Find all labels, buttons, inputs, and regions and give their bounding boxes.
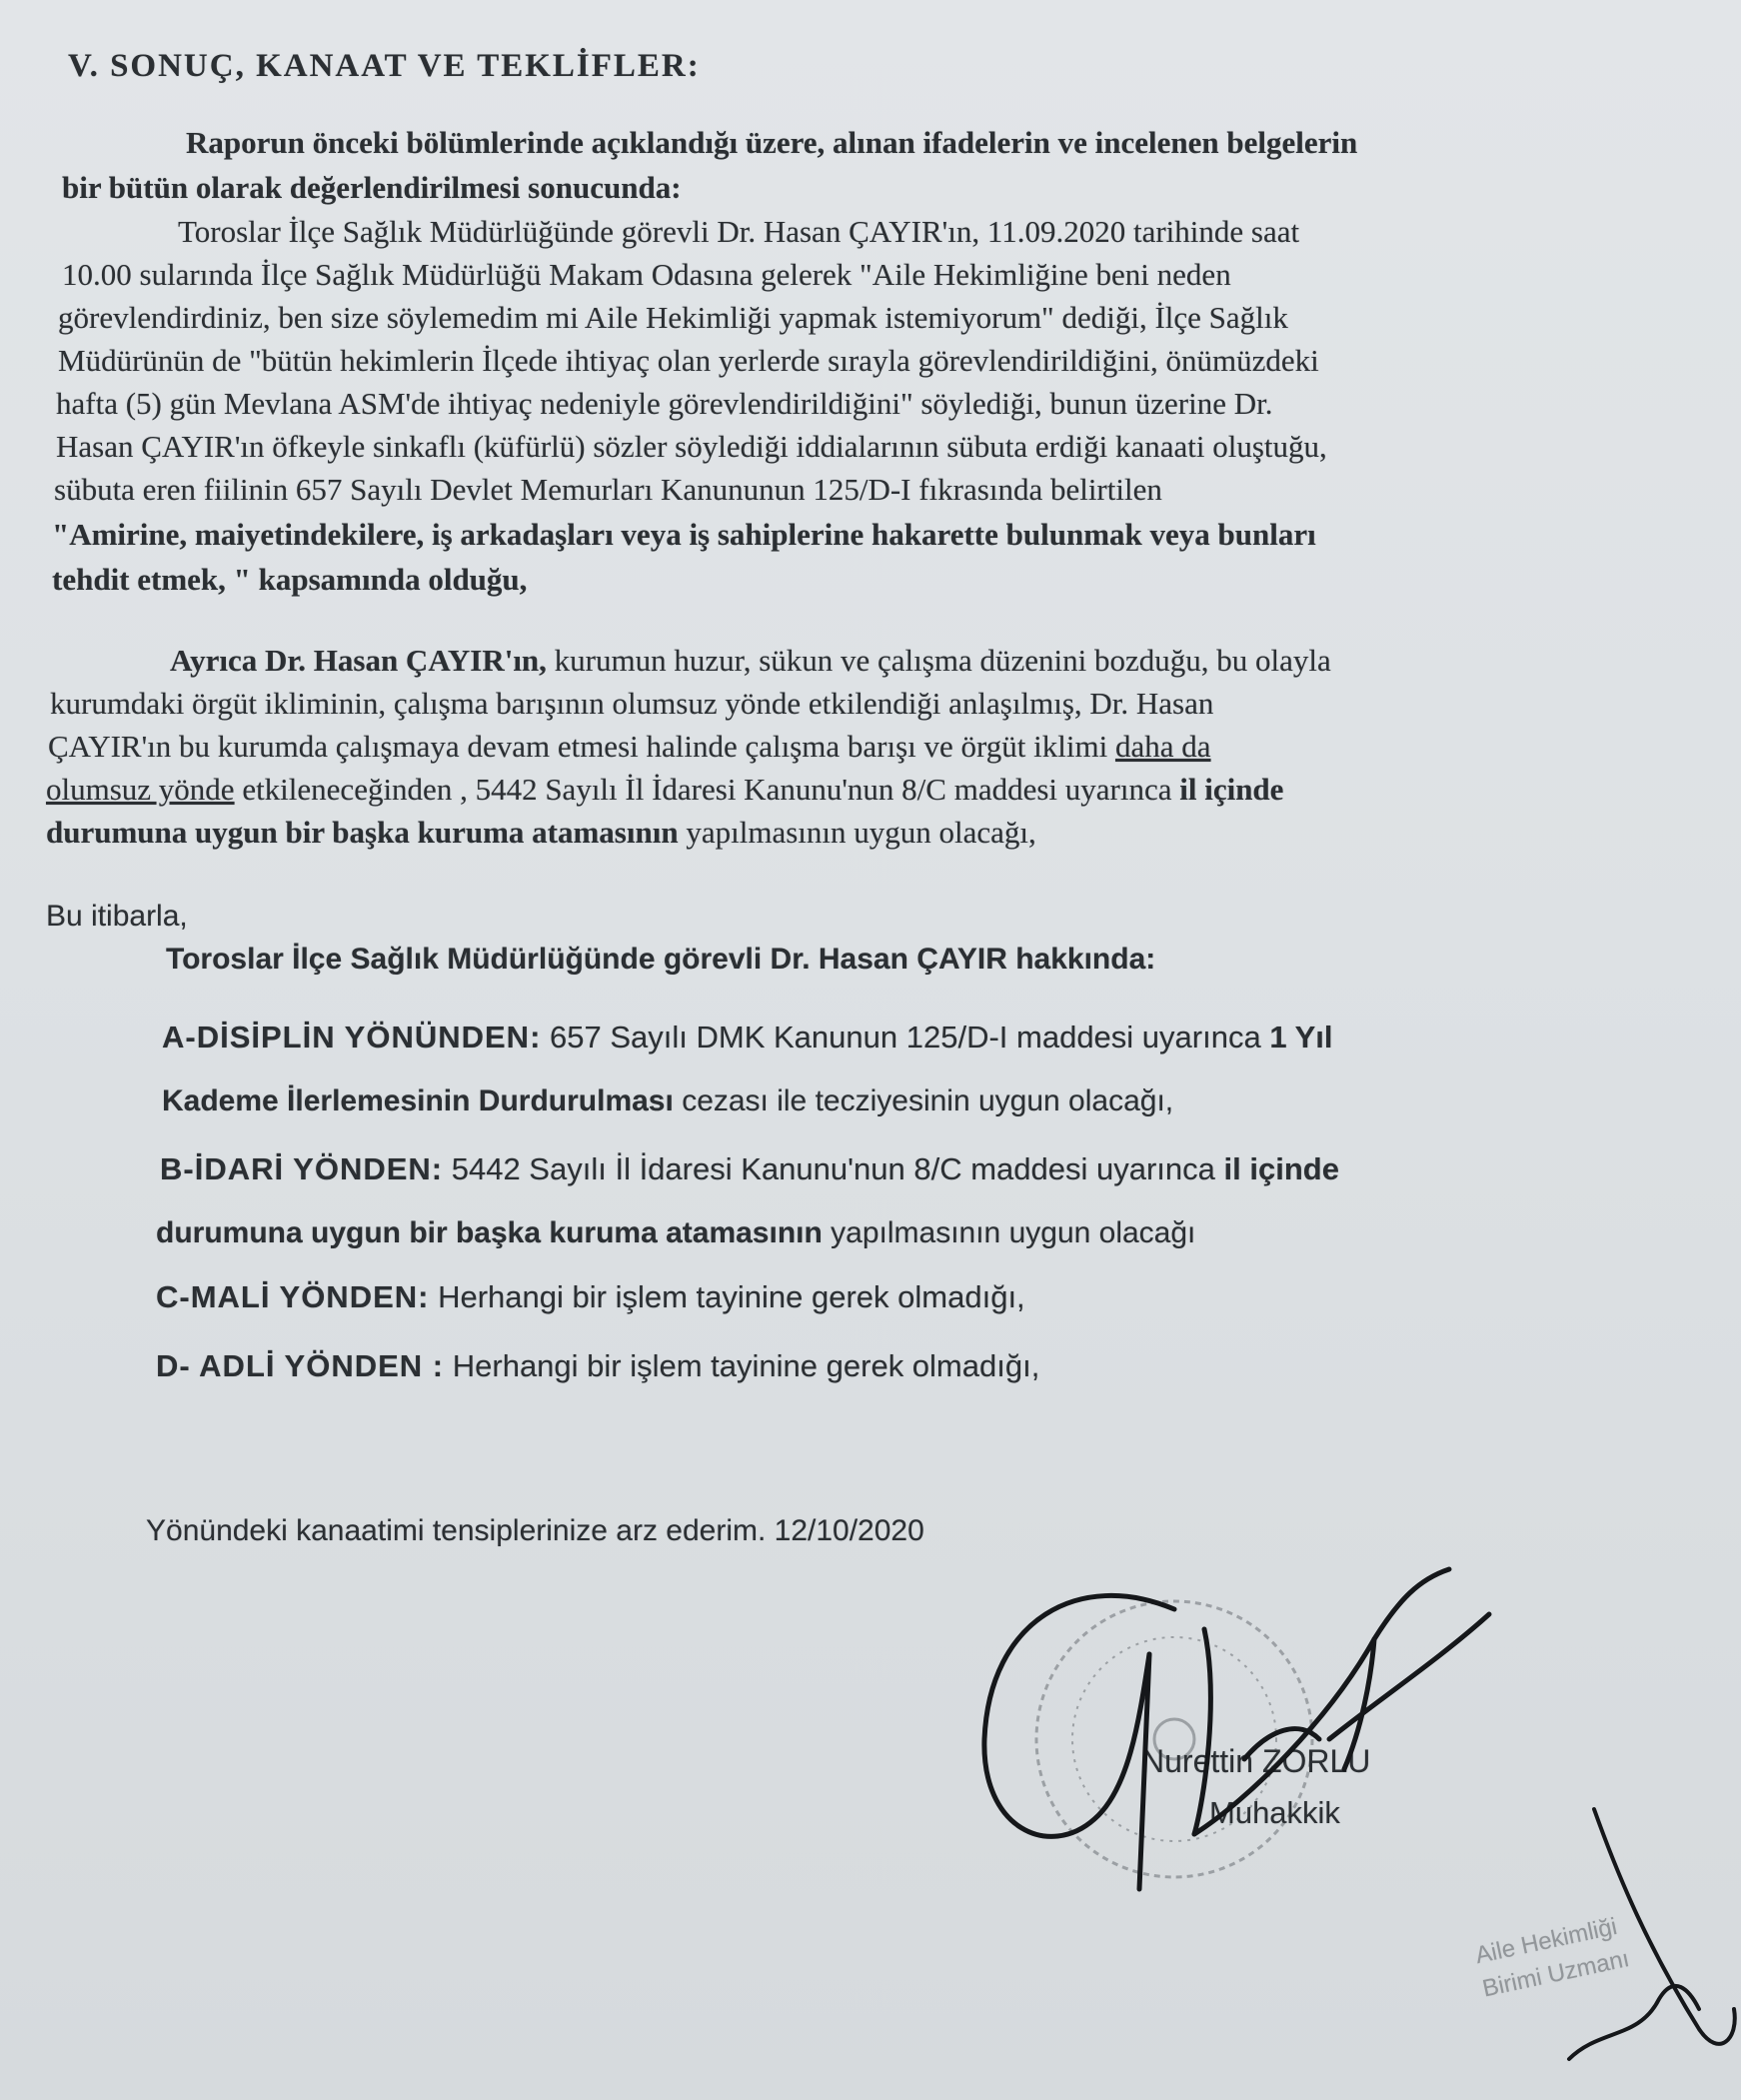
para2-line-4-underlined: olumsuz yönde xyxy=(46,772,235,807)
intro-line-2: bir bütün olarak değerlendirilmesi sonucunda: xyxy=(62,170,682,205)
para1-line-8: "Amirine, maiyetindekilere, iş arkadaşları veya iş sahiplerine hakarette bulunmak veya bunları xyxy=(52,517,1316,552)
item-d-text: Herhangi bir işlem tayinine gerek olmadığı, xyxy=(452,1348,1040,1383)
signer-name: Nurettin ZORLU xyxy=(1141,1743,1371,1779)
para1-line-3: görevlendirdiniz, ben size söylemedim mi Aile Hekimliği yapmak istemiyorum" dediği, İlçe Sağlık xyxy=(58,300,1288,335)
item-a-bold-end: 1 Yıl xyxy=(1269,1020,1333,1054)
item-b-text: 5442 Sayılı İl İdaresi Kanunu'nun 8/C maddesi uyarınca xyxy=(451,1151,1215,1186)
para2-line-5-bold: durumuna uygun bir başka kuruma atamasının xyxy=(46,815,679,850)
para1-line-9: tehdit etmek, " kapsamında olduğu, xyxy=(52,562,528,597)
para1-line-5: hafta (5) gün Mevlana ASM'de ihtiyaç nedeniyle görevlendirildiğini" söylediği, bunun üzerine Dr. xyxy=(56,386,1273,421)
para2-line-5-rest: yapılmasının uygun olacağı, xyxy=(686,815,1036,850)
item-a-line-2-rest: cezası ile tecziyesinin uygun olacağı, xyxy=(682,1084,1174,1117)
para1-line-4: Müdürünün de "bütün hekimlerin İlçede ihtiyaç olan yerlerde sırayla görevlendirildiğini, önümüzdeki xyxy=(58,343,1319,378)
signer-title: Muhakkik xyxy=(1209,1795,1340,1830)
stamp-fragment-text: Aile Hekimliği Birimi Uzmanı xyxy=(1472,1912,1632,2003)
para2-line-3-underlined: daha da xyxy=(1115,729,1211,764)
item-b-label: B-İDARİ YÖNDEN: xyxy=(160,1151,444,1186)
para1-line-1: Toroslar İlçe Sağlık Müdürlüğünde görevli Dr. Hasan ÇAYIR'ın, 11.09.2020 tarihinde saat xyxy=(178,214,1300,249)
conclusion-subject-bold: Toroslar İlçe Sağlık Müdürlüğünde görevli Dr. Hasan ÇAYIR xyxy=(166,943,1007,976)
para1-line-6: Hasan ÇAYIR'ın öfkeyle sinkaflı (küfürlü) sözler söylediği iddialarının sübuta erdiği kanaati oluştuğu, xyxy=(56,429,1327,464)
para2-line-4-mid: etkileneceğinden , 5442 Sayılı İl İdaresi Kanunu'nun 8/C maddesi uyarınca xyxy=(242,772,1172,807)
item-a-label: A-DİSİPLİN YÖNÜNDEN: xyxy=(162,1020,542,1054)
conclusion-subject-rest: hakkında: xyxy=(1015,943,1156,976)
para1-line-7: sübuta eren fiilinin 657 Sayılı Devlet Memurları Kanununun 125/D-I fıkrasında belirtilen xyxy=(54,472,1162,507)
para2-line-1-rest: kurumun huzur, sükun ve çalışma düzenini bozduğu, bu olayla xyxy=(554,643,1331,678)
section-title: V. SONUÇ, KANAAT VE TEKLİFLER: xyxy=(68,48,701,84)
para2-line-3-pre: ÇAYIR'ın bu kurumda çalışmaya devam etmesi halinde çalışma barışı ve örgüt iklimi xyxy=(48,729,1108,764)
item-a-line-2-bold: Kademe İlerlemesinin Durdurulması xyxy=(162,1084,674,1117)
item-b-bold-end: il içinde xyxy=(1223,1151,1339,1186)
item-d-label: D- ADLİ YÖNDEN : xyxy=(156,1348,445,1383)
para2-line-2: kurumdaki örgüt ikliminin, çalışma barışının olumsuz yönde etkilendiği anlaşılmış, Dr. Hasan xyxy=(50,686,1214,721)
closing-statement: Yönündeki kanaatimi tensiplerinize arz ederim. 12/10/2020 xyxy=(146,1514,924,1547)
para1-line-2: 10.00 sularında İlçe Sağlık Müdürlüğü Makam Odasına gelerek "Aile Hekimliğine beni neden xyxy=(62,257,1231,292)
item-b-line-2-rest: yapılmasının uygun olacağı xyxy=(831,1216,1196,1249)
item-b-line-2-bold: durumuna uygun bir başka kuruma atamasının xyxy=(156,1216,823,1249)
item-c-text: Herhangi bir işlem tayinine gerek olmadığı, xyxy=(438,1279,1025,1314)
para2-line-4-bold: il içinde xyxy=(1179,772,1284,807)
item-a-text: 657 Sayılı DMK Kanunun 125/D-I maddesi uyarınca xyxy=(550,1020,1261,1054)
conclusion-lead: Bu itibarla, xyxy=(46,900,188,933)
para2-line-1-bold: Ayrıca Dr. Hasan ÇAYIR'ın, xyxy=(170,643,547,678)
intro-line-1: Raporun önceki bölümlerinde açıklandığı üzere, alınan ifadelerin ve incelenen belgelerin xyxy=(186,125,1358,160)
item-c-label: C-MALİ YÖNDEN: xyxy=(156,1279,430,1314)
